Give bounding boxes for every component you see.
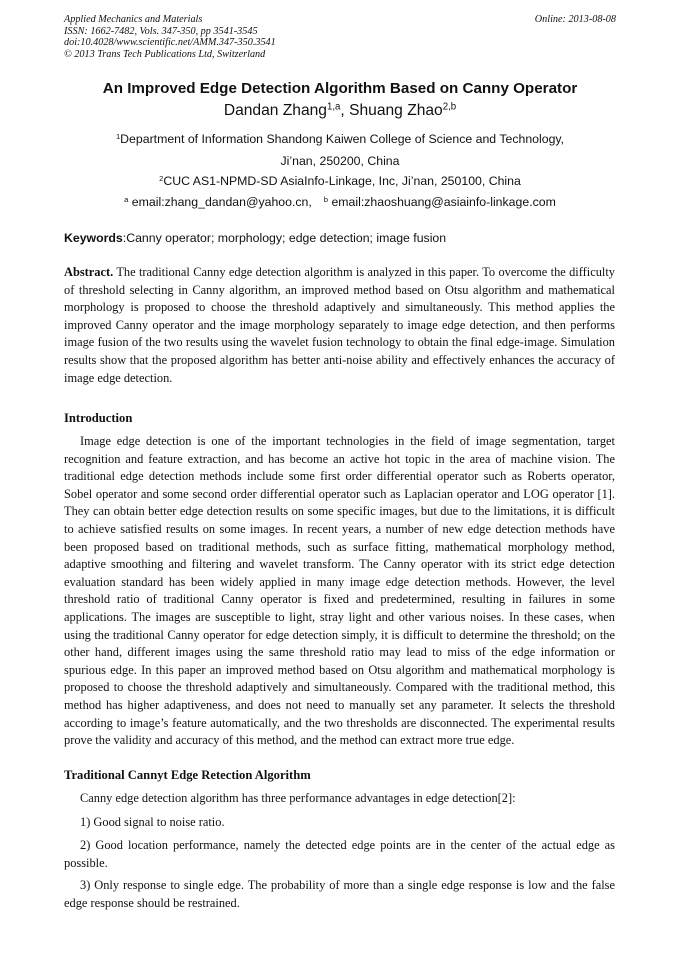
doi-line: doi:10.4028/www.scientific.net/AMM.347-350.3541 (64, 37, 276, 49)
advantage-item-1: 1) Good signal to noise ratio. (80, 815, 225, 829)
abstract (64, 264, 615, 387)
email-a[interactable]: email:zhang_dandan@yahoo.cn, (128, 195, 312, 209)
traditional-heading: Traditional Cannyt Edge Retection Algorithm (64, 768, 311, 782)
abstract-label: Abstract. (64, 265, 114, 279)
journal-name: Applied Mechanics and Materials (64, 14, 203, 25)
author-2: Shuang Zhao (349, 102, 443, 119)
affiliation-1-line1: Department of Information Shandong Kaiwen College of Science and Technology, (120, 132, 565, 146)
traditional-lead: Canny edge detection algorithm has three performance advantages in edge detection[2]: (80, 791, 516, 805)
author-2-sup: 2,b (442, 101, 457, 113)
online-date: Online: 2013-08-08 (534, 14, 616, 25)
email-b-sup: b (323, 194, 329, 204)
affiliation-2-sup: 2 (159, 173, 164, 183)
keywords-label: Keywords (64, 231, 123, 245)
introduction-paragraph: Image edge detection is one of the important technologies in the field of image segmentation, target recognition and feature extraction, and has become an active hot topic in the area of machine vision. The traditional edge detection methods include some first order differential operator such as Roberts operator, Sobel operator and some second order differential operator such as Laplacian operator and LOG operator [1]. They can obtain better edge detection results on some specific images, but due to the limitations, it is difficult to achieve satisfied results on some images. In recent years, a number of new edge detection methods have been proposed based on traditional methods, such as surface fitting, mathematical morphology method, adaptive smoothing and filtering and wavelet transform. The Canny operator with its strict edge detection evaluation standard has been widely applied in many image edge detection methods. However, the level threshold ratio of traditional Canny operator is fixed and predetermined, resulting in failures in some applications. The images are susceptible to light, stray light and other various noises. In these cases, when using the traditional Canny operator for edge detection simply, it is difficult to determine the threshold; on the other hand, different images using the same threshold ratio may lead to miss of the edge information or spurious edge. In this paper an improved method based on Otsu algorithm and mathematical morphology is proposed to choose the threshold adaptively and simultaneously. Compared with the traditional method, this method has higher adaptiveness, and does not need to manually set any parameter. It selects the threshold according to image’s feature automatically, and the two thresholds are disconnected. The experimental results prove the validity and accuracy of this method, and the method can extract more true edge. (64, 434, 615, 748)
paper-title: An Improved Edge Detection Algorithm Based on Canny Operator (102, 80, 578, 97)
author-1: Dandan Zhang (223, 102, 327, 119)
author-separator: , (340, 102, 350, 119)
email-a-sup: a (124, 194, 129, 204)
author-1-sup: 1,a (326, 101, 341, 113)
advantage-item-3: 3) Only response to single edge. The probability of more than a single edge response is low and the false edge response should be restrained. (64, 878, 615, 910)
advantage-item-2: 2) Good location performance, namely the detected edge points are in the center of the actual edge as possible. (64, 838, 615, 870)
affiliation-2 (64, 174, 616, 188)
abstract-text: The traditional Canny edge detection algorithm is analyzed in this paper. To overcome the difficulty of threshold selecting in Canny algorithm, an improved method based on Otsu algorithm and mathematical morphology is proposed to choose the threshold adaptively and simultaneously. This method applies the improved Canny operator and the image morphology separately to image edge detection, and then performs image fusion of the two results using the wavelet fusion technology to obtain the final edge-image. Simulation results show that the proposed algorithm has better anti-noise ability and effectively enhances the accuracy of image edge detection. (64, 265, 615, 385)
affiliation-1 (64, 132, 616, 146)
author-line (64, 102, 616, 120)
keywords-text: :Canny operator; morphology; edge detection; image fusion (122, 231, 447, 245)
affiliation-2-text: CUC AS1-NPMD-SD AsiaInfo-Linkage, Inc, Ji’nan, 250100, China (163, 174, 521, 188)
journal-header (64, 14, 616, 60)
affiliation-1-line2: Ji’nan, 250200, China (280, 154, 400, 168)
copyright-line: © 2013 Trans Tech Publications Ltd, Switzerland (64, 48, 266, 60)
email-line (64, 195, 616, 209)
affiliation-1-sup: 1 (115, 131, 121, 141)
introduction-heading: Introduction (64, 411, 133, 425)
email-b[interactable]: email:zhaoshuang@asiainfo-linkage.com (328, 195, 556, 209)
issn-line: ISSN: 1662-7482, Vols. 347-350, pp 3541-3545 (64, 25, 258, 37)
keywords (64, 231, 616, 245)
